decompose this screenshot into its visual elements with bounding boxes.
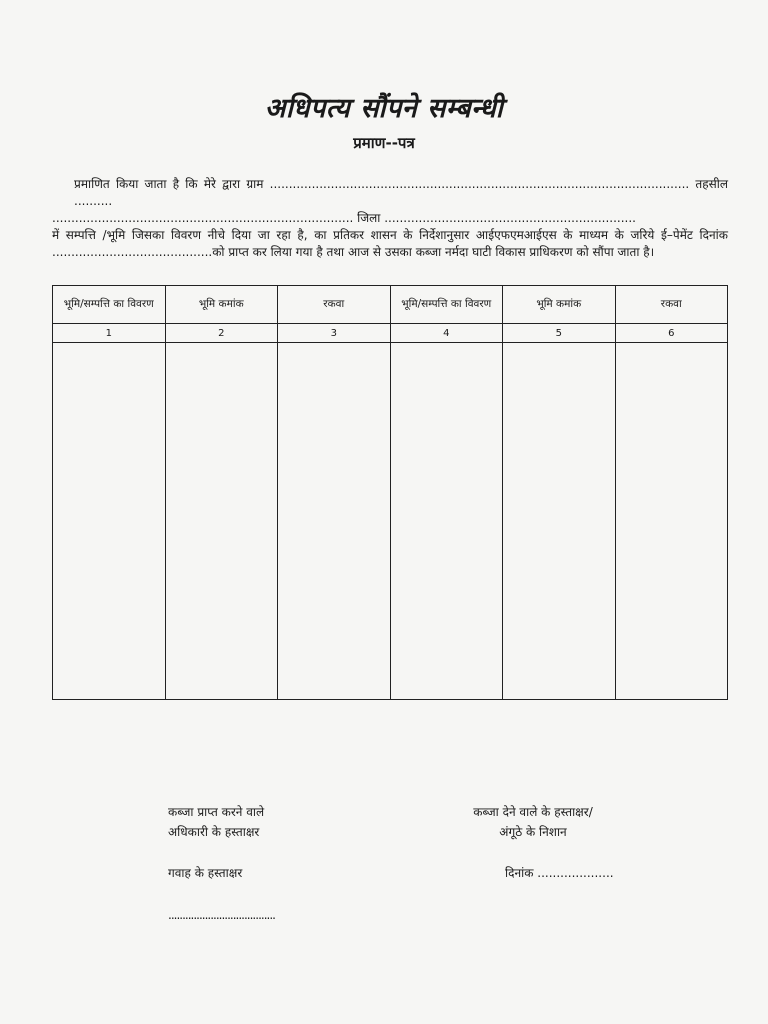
column-number: 5	[503, 324, 615, 343]
receiver-label-line2: अधिकारी के हस्ताक्षर	[168, 825, 260, 839]
date-field: दिनांक ....................	[505, 866, 614, 880]
certificate-paragraph	[52, 176, 728, 261]
column-body	[278, 343, 390, 699]
giver-label-line1: कब्जा देने वाले के हस्ताक्षर/	[473, 805, 593, 819]
paragraph-line-village: प्रमाणित किया जाता है कि मेरे द्वारा ग्राम .............................................................................................................. तहसील ..........	[74, 177, 728, 208]
column-body	[53, 343, 165, 699]
column-header: भूमि कमांक	[166, 286, 278, 324]
document-subtitle: प्रमाण--पत्र	[353, 134, 415, 152]
receiver-label-line1: कब्जा प्राप्त करने वाले	[168, 805, 265, 819]
column-number: 4	[391, 324, 503, 343]
column-header: रकवा	[278, 286, 390, 324]
giver-signature-block	[448, 802, 618, 842]
column-header: रकवा	[616, 286, 728, 324]
giver-label-line2: अंगूठे के निशान	[499, 825, 567, 839]
witness-signature-label: गवाह के हस्ताक्षर	[168, 866, 243, 880]
table-column	[616, 286, 728, 699]
witness-signature-blank: ......................................	[168, 908, 275, 922]
column-number: 2	[166, 324, 278, 343]
table-column	[53, 286, 166, 699]
paragraph-line-statement: में सम्पत्ति /भूमि जिसका विवरण नीचे दिया जा रहा है, का प्रतिकर शासन के निर्देशानुसार आईएफएमआईएस के माध्यम के जरिये ई–पेमेंट दिनांक ..........................................को प्राप्त कर लिया गया है तथा आज से उसका कब्जा नर्मदा घाटी विकास प्राधिकरण को सौंपा जाता है।	[52, 228, 728, 259]
table-column	[278, 286, 391, 699]
table-column	[166, 286, 279, 699]
column-body	[503, 343, 615, 699]
land-details-table	[52, 285, 728, 700]
column-body	[391, 343, 503, 699]
column-header: भूमि/सम्पत्ति का विवरण	[391, 286, 503, 324]
document-title: अधिपत्य सौंपने सम्बन्धी	[264, 93, 504, 124]
receiver-signature-block	[168, 802, 264, 842]
column-header: भूमि/सम्पत्ति का विवरण	[53, 286, 165, 324]
column-number: 6	[616, 324, 728, 343]
table-column	[503, 286, 616, 699]
column-number: 1	[53, 324, 165, 343]
paragraph-line-district: ............................................................................... जिला ..................................................................	[52, 211, 636, 225]
column-body	[616, 343, 728, 699]
table-column	[391, 286, 504, 699]
column-number: 3	[278, 324, 390, 343]
column-body	[166, 343, 278, 699]
column-header: भूमि कमांक	[503, 286, 615, 324]
